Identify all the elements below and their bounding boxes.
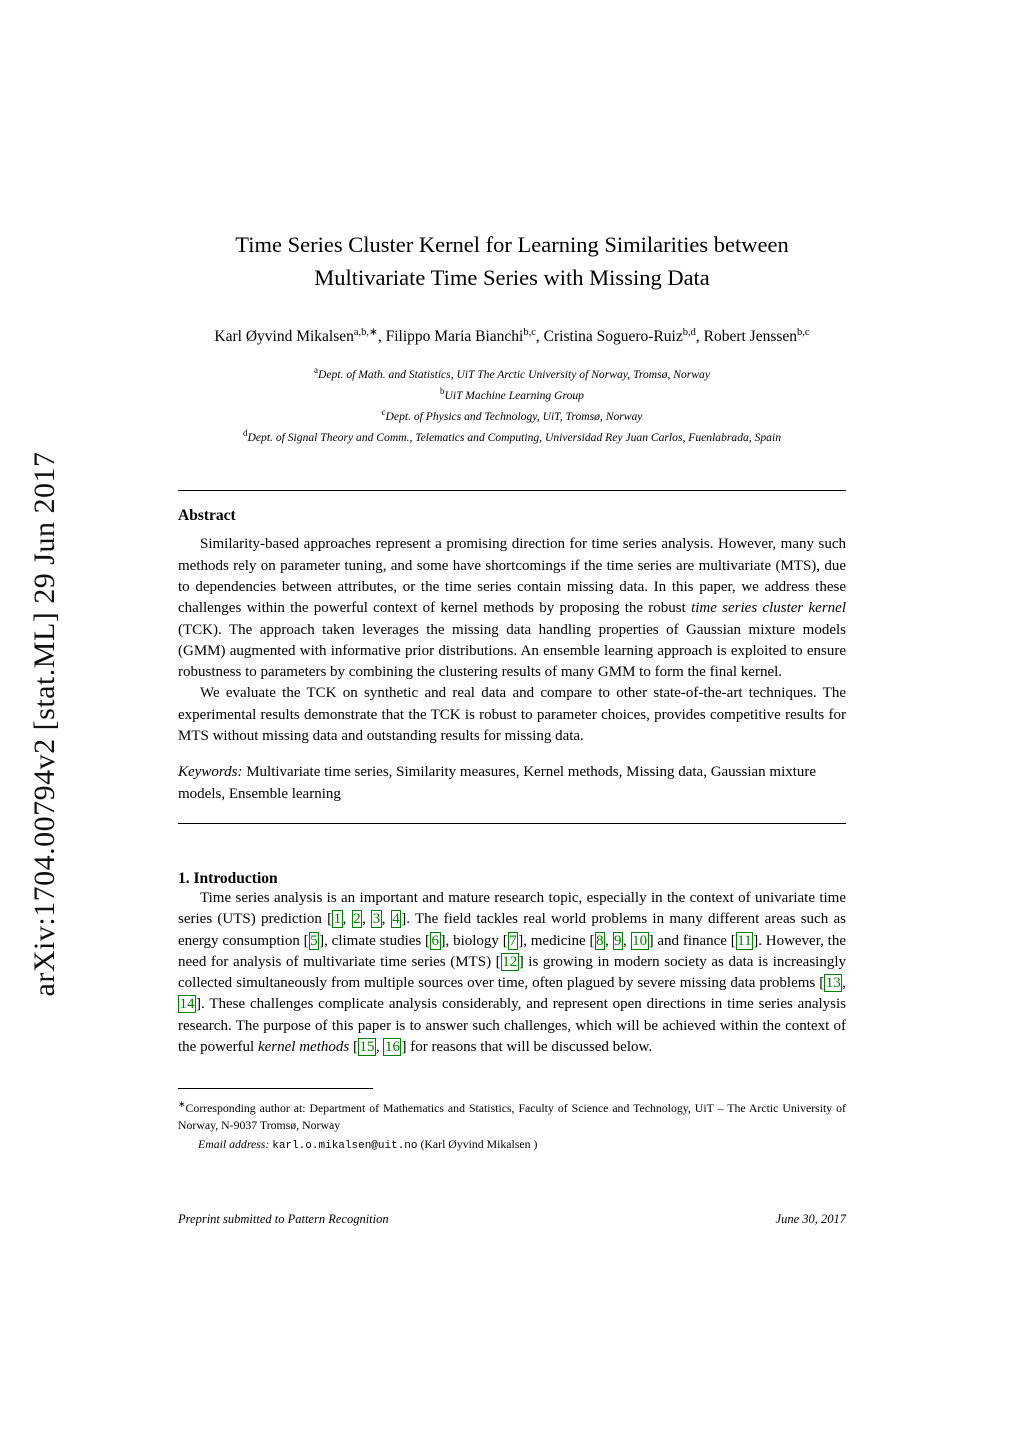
arxiv-identifier-stamp: arXiv:1704.00794v2 [stat.ML] 29 Jun 2017: [28, 451, 61, 997]
abstract-paragraph-1: Similarity-based approaches represent a promising direction for time series analysis. However, many such methods rely on parameter tuning, and some have shortcomings if the time series are multivariate (MTS), due to dependencies between attributes, or the time series contain missing data. In this paper, we address these challenges within the powerful context of kernel methods by proposing the robust time series cluster kernel (TCK). The approach taken leverages the missing data handling properties of Gaussian mixture models (GMM) augmented with informative prior distributions. An ensemble learning approach is exploited to ensure robustness to parameters by combining the clustering results of many GMM to form the final kernel.: [178, 536, 846, 681]
introduction-paragraph: Time series analysis is an important and mature research topic, especially in the context of univariate time series (UTS) prediction [ 1 , 2 , 3 , 4 ]. The field tackles real world problems in many different areas such as energy consumption [ 5 ], climate studies [ 6 ], biology [ 7 ], medicine [ 8 , 9 , 10 ] and finance [ 11 ]. However, the need for analysis of multivariate time series (MTS) [ 12 ] is growing in modern society as data is increasingly collected simultaneously from multiple sources over time, often plagued by severe missing data problems [ 13 , 14 ]. These challenges complicate analysis considerably, and represent open directions in time series analysis research. The purpose of this paper is to answer such challenges, which will be achieved within the context of the powerful kernel methods [ 15 , 16 ] for reasons that will be discussed below.: [178, 889, 846, 1056]
paper-page: [178, 0, 846, 1448]
keywords-value: Multivariate time series, Similarity measures, Kernel methods, Missing data, Gaussian mixture models, Ensemble learning: [178, 764, 817, 802]
abstract-top-rule: [178, 490, 846, 491]
abstract-bottom-rule: [178, 823, 846, 824]
footnote-separator: [178, 1088, 373, 1089]
affiliation-item: $^c$Dept. of Physics and Technology, UiT, Tromsø, Norway: [381, 407, 643, 424]
footer-preprint-note: Preprint submitted to Pattern Recognition: [178, 1212, 389, 1226]
footer-date: June 30, 2017: [775, 1212, 846, 1226]
abstract-paragraph-2: We evaluate the TCK on synthetic and real data and compare to other state-of-the-art techniques. The experimental results demonstrate that the TCK is robust to parameter choices, provides competitive results for MTS without missing data and outstanding results for missing data.: [178, 685, 846, 745]
email-address-note: Email address: karl.o.mikalsen@uit.no (Karl Øyvind Mikalsen ): [198, 1137, 538, 1153]
section-heading-introduction: 1. Introduction: [178, 869, 278, 887]
page-title: [178, 228, 846, 294]
affiliation-list: [178, 362, 846, 446]
keywords-label: Keywords:: [178, 764, 243, 781]
title-line-1: Time Series Cluster Kernel for Learning Similarities between: [235, 232, 789, 257]
affiliation-item: $^d$Dept. of Signal Theory and Comm., Telematics and Computing, Universidad Rey Juan Carlos, Fuenlabrada, Spain: [243, 428, 781, 445]
abstract-heading: Abstract: [178, 507, 236, 525]
corresponding-author-note: ∗Corresponding author at: Department of Mathematics and Statistics, Faculty of Science and Technology, UiT – The Arctic University of Norway, N-9037 Tromsø, Norway: [178, 1099, 846, 1132]
affiliation-item: $^a$Dept. of Math. and Statistics, UiT The Arctic University of Norway, Tromsø, Norway: [314, 365, 710, 382]
author-list: Karl Øyvind Mikalsen$^{a,b,∗}$, Filippo Maria Bianchi$^{b,c}$, Cristina Soguero-Ruiz$^{b,d}$, Robert Jenssen$^{b,c}$: [214, 327, 810, 346]
title-line-2: Multivariate Time Series with Missing Data: [314, 265, 710, 290]
keywords-block: [178, 762, 846, 805]
footnote-block: [178, 1096, 846, 1154]
affiliation-item: $^b$UiT Machine Learning Group: [440, 386, 584, 403]
page-footer: [178, 1212, 846, 1227]
